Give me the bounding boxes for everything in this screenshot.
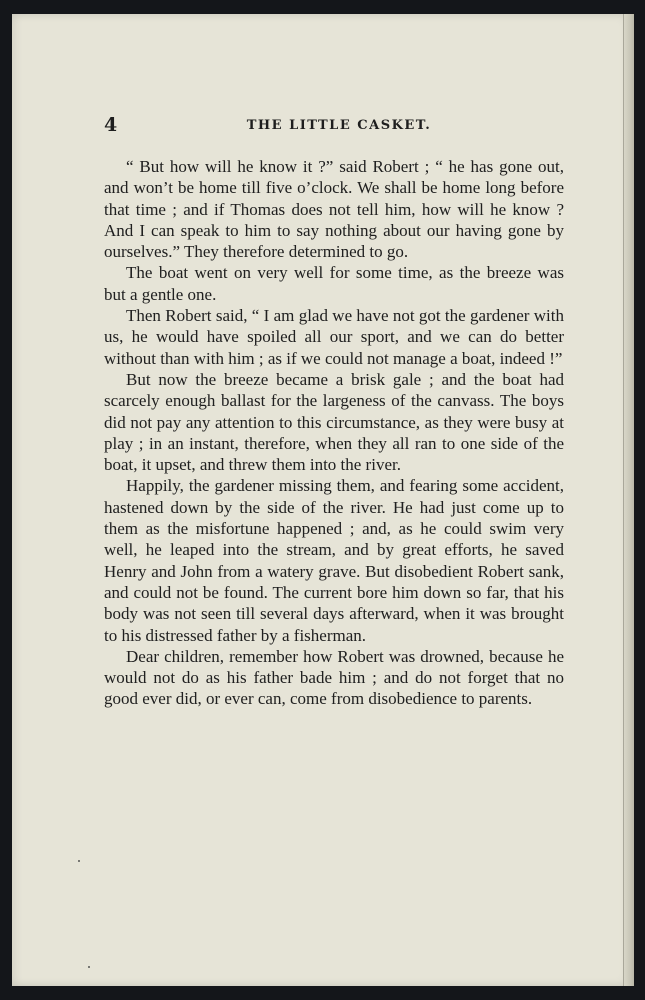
paper-speck [88, 966, 90, 968]
paper-speck [78, 860, 80, 862]
paragraph: Dear children, remember how Robert was drowned, because he would not do as his father bade him ; and do not forget that no good ever did, or ever can, come from disobedience to parents. [104, 646, 564, 709]
paragraph: Then Robert said, “ I am glad we have not got the gardener with us, he would have spoiled all our sport, and we can do better without than with him ; as if we could not manage a boat, indeed !” [104, 306, 564, 368]
book-page [12, 14, 634, 986]
paragraph: But now the breeze became a brisk gale ; and the boat had scarcely enough ballast for the largeness of the canvass. The boys did not pay any attention to this circumstance, as they were busy at play ; in an instant, therefore, when they all ran to one side of the boat, it upset, and threw them into the river. [104, 369, 564, 475]
page-header [104, 114, 574, 140]
running-title: THE LITTLE CASKET. [246, 118, 432, 133]
paragraph: “ But how will he know it ?” said Robert ; “ he has gone out, and won’t be home till five o’clock. We shall be home long before that time ; and if Thomas does not tell him, how will he know ? And I can speak to him to say nothing about our having gone by ourselves.” They therefore determined to go. [104, 157, 564, 262]
page-edge [623, 14, 634, 986]
body-text [104, 156, 564, 710]
paragraph: The boat went on very well for some time, as the breeze was but a gentle one. [104, 263, 564, 304]
page-number: 4 [104, 114, 118, 136]
paragraph: Happily, the gardener missing them, and fearing some accident, hastened down by the side of the river. He had just come up to them as the misfortune happened ; and, as he could swim very well, he leaped into the stream, and by great efforts, he saved Henry and John from a watery grave. But disobedient Robert sank, and could not be found. The current bore him down so far, that his body was not seen till several days afterward, when it was brought to his distressed father by a fisherman. [104, 476, 564, 645]
